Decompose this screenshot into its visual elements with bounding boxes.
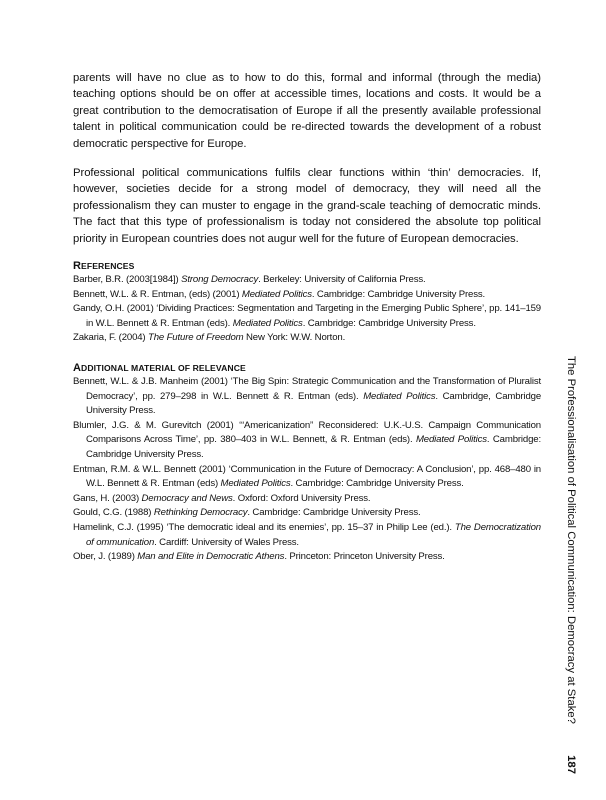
additional-heading [73, 362, 541, 374]
page-number: 187 [565, 755, 577, 774]
reference-item: Barber, B.R. (2003[1984]) Strong Democracy. Berkeley: University of California Press. [73, 274, 426, 286]
reference-item: Zakaria, F. (2004) The Future of Freedom New York: W.W. Norton. [73, 332, 346, 344]
page-content [73, 70, 541, 565]
references-heading-rest: EFERENCES [81, 261, 135, 272]
reference-item: Bennett, W.L. & R. Entman, (eds) (2001) Mediated Politics. Cambridge: Cambridge University Press. [73, 288, 486, 300]
running-head [562, 356, 580, 774]
references-heading-initial: R [73, 260, 82, 273]
additional-list [73, 375, 541, 565]
additional-heading-rest: DDITIONAL MATERIAL OF RELEVANCE [81, 363, 246, 374]
body-paragraph-1: parents will have no clue as to how to do this, formal and informal (through the media) teaching options should be on offer at accessible times, locations and costs. It would be a great contribution to the democratisation of Europe if all the presently available professional talent in political communication could be re-directed towards the development of a robust democratic perspective for Europe. [73, 72, 541, 150]
additional-item: Entman, R.M. & W.L. Bennett (2001) ‘Communication in the Future of Democracy: A Conclusion’, pp. 468–480 in W.L. Bennett & R. Entman (eds) Mediated Politics. Cambridge: Cambridge University Press. [73, 463, 541, 490]
additional-item: Gould, C.G. (1988) Rethinking Democracy. Cambridge: Cambridge University Press. [73, 507, 421, 519]
additional-item: Hamelink, C.J. (1995) ‘The democratic ideal and its enemies’, pp. 15–37 in Philip Lee (ed.). The Democratization of ommunication. Cardiff: University of Wales Press. [73, 521, 541, 548]
references-list [73, 273, 541, 346]
additional-item: Blumler, J.G. & M. Gurevitch (2001) ‘“Americanization” Reconsidered: U.K.-U.S. Campaign Communication Comparisons Across Time’, pp. 380–403 in W.L. Bennett, & R. Entman (eds). Mediated Politics. Cambridge: Cambridge University Press. [73, 419, 541, 460]
additional-item: Gans, H. (2003) Democracy and News. Oxford: Oxford University Press. [73, 492, 371, 504]
additional-item: Bennett, W.L. & J.B. Manheim (2001) ‘The Big Spin: Strategic Communication and the Transformation of Pluralist Democracy’, pp. 279–298 in W.L. Bennett & R. Entman (eds). Mediated Politics. Cambridge, Cambridge University Press. [73, 376, 541, 417]
additional-heading-initial: A [73, 362, 82, 375]
running-head-title: The Professionalisation of Political Communication: Democracy at Stake? [565, 356, 577, 724]
body-paragraph-2: Professional political communications fulfils clear functions within ‘thin’ democracies. If, however, societies decide for a strong model of democracy, they will need all the professionalism they can muster to engage in the grand-scale teaching of democratic minds. The fact that this type of professionalism is today not considered the absolute top political priority in European countries does not augur well for the future of European democracies. [73, 167, 541, 245]
reference-item: Gandy, O.H. (2001) ‘Dividing Practices: Segmentation and Targeting in the Emerging Public Sphere’, pp. 141–159 in W.L. Bennett & R. Entman (eds). Mediated Politics. Cambridge: Cambridge University Press. [73, 303, 541, 329]
additional-item: Ober, J. (1989) Man and Elite in Democratic Athens. Princeton: Princeton University Press. [73, 551, 445, 563]
references-heading [73, 260, 541, 272]
